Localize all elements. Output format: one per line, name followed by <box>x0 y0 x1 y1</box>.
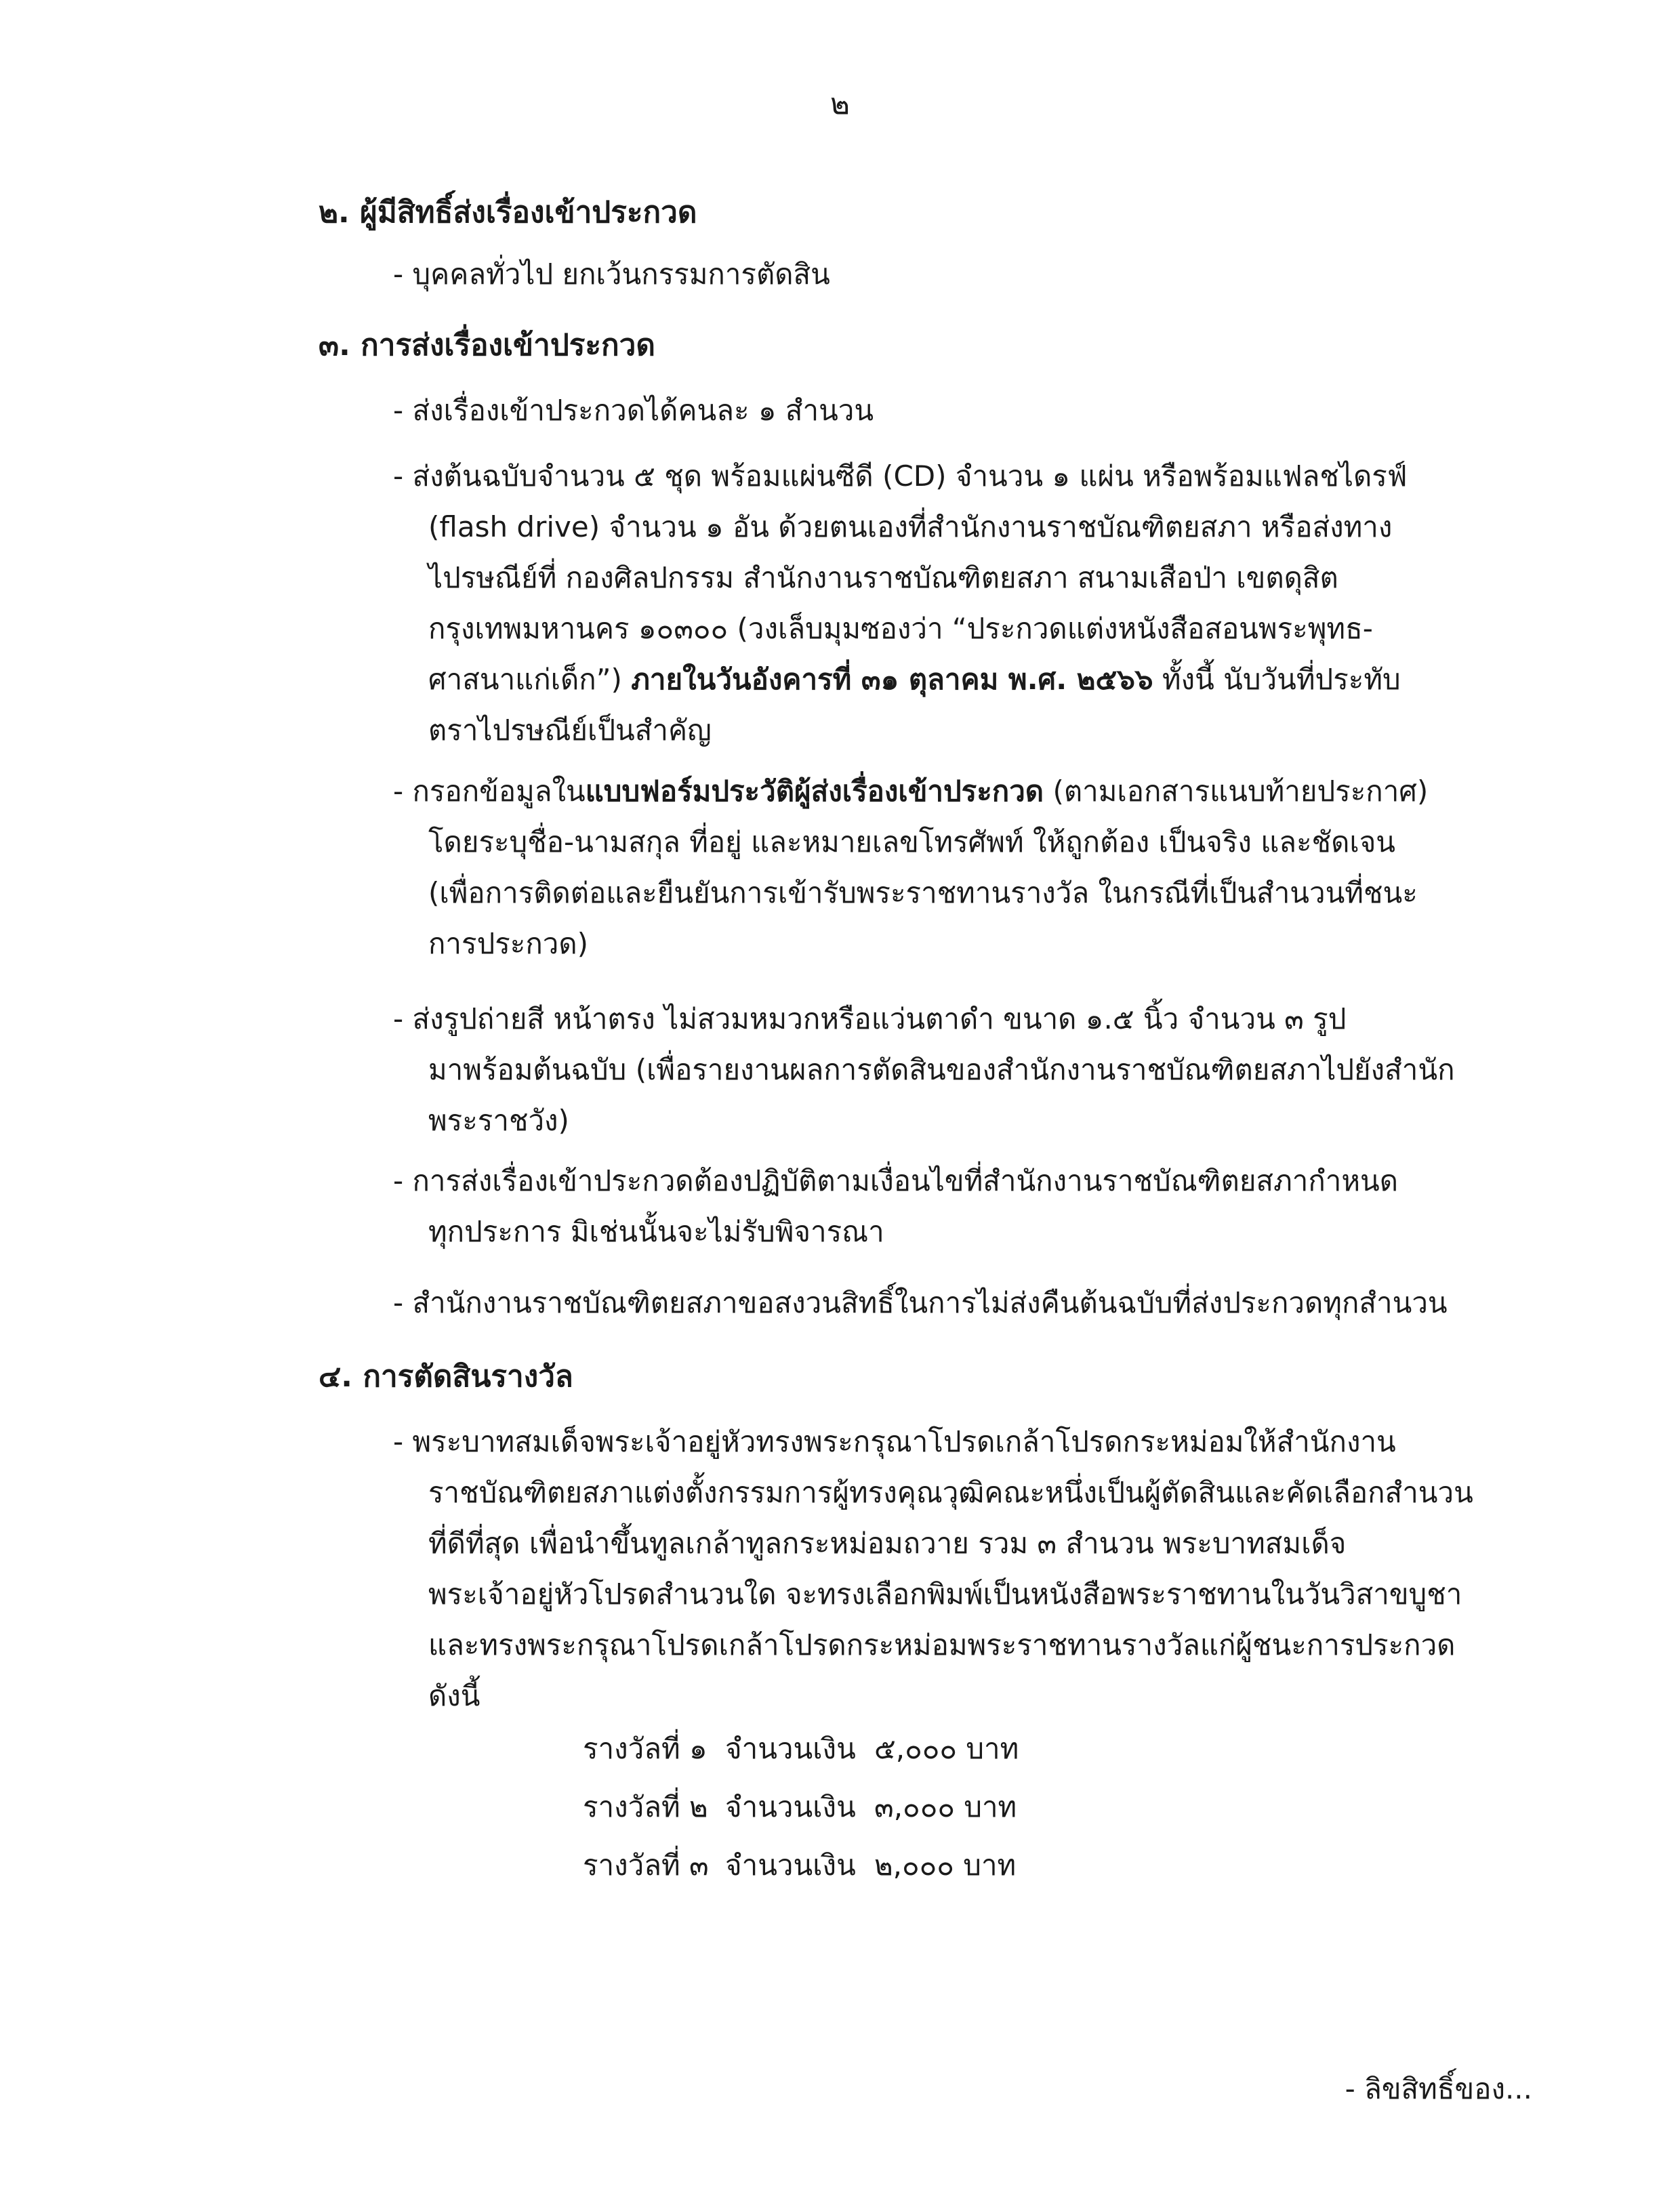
text-line: และทรงพระกรุณาโปรดเกล้าโปรดกระหม่อมพระราชทานรางวัลแก่ผู้ชนะการประกวด <box>428 1628 1456 1661</box>
section-4-paragraph <box>393 1416 1473 1721</box>
amount-label: จำนวนเงิน <box>725 1790 856 1823</box>
amount-label: จำนวนเงิน <box>725 1732 856 1765</box>
text-line: การประกวด) <box>428 927 589 960</box>
prize-label: รางวัลที่ ๒ <box>583 1790 708 1823</box>
section-3-item-2 <box>393 451 1450 756</box>
section-3-item-1: - ส่งเรื่องเข้าประกวดได้คนละ ๑ สำนวน <box>393 394 874 427</box>
prize-amount: ๒,๐๐๐ บาท <box>874 1849 1017 1882</box>
prize-row <box>583 1727 1019 1771</box>
prize-row <box>583 1785 1017 1830</box>
text-line: - พระบาทสมเด็จพระเจ้าอยู่หัวทรงพระกรุณาโปรดเกล้าโปรดกระหม่อมให้สำนักงาน <box>393 1425 1396 1458</box>
prize-label: รางวัลที่ ๑ <box>583 1732 708 1765</box>
text-line: (เพื่อการติดต่อและยืนยันการเข้ารับพระราชทานรางวัล ในกรณีที่เป็นสำนวนที่ชนะ <box>428 876 1418 909</box>
text-line: พระเจ้าอยู่หัวโปรดสำนวนใด จะทรงเลือกพิมพ์เป็นหนังสือพระราชทานในวันวิสาขบูชา <box>428 1577 1462 1611</box>
prize-row <box>583 1843 1016 1888</box>
text-line: พระราชวัง) <box>428 1104 569 1137</box>
text-line <box>393 766 1450 817</box>
text-line: กรุงเทพมหานคร ๑๐๓๐๐ (วงเล็บมุมซองว่า “ประกวดแต่งหนังสือสอนพระพุทธ- <box>428 612 1373 645</box>
text: - กรอกข้อมูลใน <box>393 775 586 808</box>
text-line: - ส่งต้นฉบับจำนวน ๕ ชุด พร้อมแผ่นซีดี (CD) จำนวน ๑ แผ่น หรือพร้อมแฟลชไดรฟ์ <box>393 459 1408 493</box>
text-line: ตราไปรษณีย์เป็นสำคัญ <box>428 714 712 747</box>
text: ทั้งนี้ นับวันที่ประทับ <box>1153 663 1401 696</box>
text-line: (flash drive) จำนวน ๑ อัน ด้วยตนเองที่สำนักงานราชบัณฑิตยสภา หรือส่งทาง <box>428 510 1393 543</box>
prize-label: รางวัลที่ ๓ <box>583 1849 709 1882</box>
section-2-heading: ๒. ผู้มีสิทธิ์ส่งเรื่องเข้าประกวด <box>319 195 697 230</box>
prize-amount: ๓,๐๐๐ บาท <box>874 1790 1017 1823</box>
text-line: ที่ดีที่สุด เพื่อนำขึ้นทูลเกล้าทูลกระหม่อมถวาย รวม ๓ สำนวน พระบาทสมเด็จ <box>428 1527 1347 1560</box>
text-line: โดยระบุชื่อ-นามสกุล ที่อยู่ และหมายเลขโทรศัพท์ ให้ถูกต้อง เป็นจริง และชัดเจน <box>428 825 1396 859</box>
text-line: ไปรษณีย์ที่ กองศิลปกรรม สำนักงานราชบัณฑิตยสภา สนามเสือป่า เขตดุสิต <box>428 561 1338 594</box>
text-line: - การส่งเรื่องเข้าประกวดต้องปฏิบัติตามเงื่อนไขที่สำนักงานราชบัณฑิตยสภากำหนด <box>393 1164 1399 1197</box>
text-line <box>393 654 1450 705</box>
amount-label: จำนวนเงิน <box>725 1849 856 1882</box>
text-line: ทุกประการ มิเช่นนั้นจะไม่รับพิจารณา <box>428 1215 884 1248</box>
text-line: ราชบัณฑิตยสภาแต่งตั้งกรรมการผู้ทรงคุณวุฒิคณะหนึ่งเป็นผู้ตัดสินและคัดเลือกสำนวน <box>428 1476 1473 1509</box>
section-2-item: - บุคคลทั่วไป ยกเว้นกรรมการตัดสิน <box>393 257 830 291</box>
deadline-text: ภายในวันอังคารที่ ๓๑ ตุลาคม พ.ศ. ๒๕๖๖ <box>631 663 1153 696</box>
section-3-heading: ๓. การส่งเรื่องเข้าประกวด <box>319 328 655 363</box>
section-3-item-4 <box>393 993 1455 1146</box>
continuation-footer: - ลิขสิทธิ์ของ... <box>1345 2072 1532 2105</box>
text: ศาสนาแก่เด็ก”) <box>428 663 632 696</box>
page-number: ๒ <box>829 87 850 121</box>
text: (ตามเอกสารแนบท้ายประกาศ) <box>1044 775 1429 808</box>
section-3-item-3 <box>393 766 1450 969</box>
section-4-heading: ๔. การตัดสินรางวัล <box>319 1359 573 1394</box>
text-line: ดังนี้ <box>428 1679 480 1712</box>
prize-amount: ๕,๐๐๐ บาท <box>874 1732 1019 1765</box>
section-3-item-5 <box>393 1155 1450 1257</box>
text-line: มาพร้อมต้นฉบับ (เพื่อรายงานผลการตัดสินของสำนักงานราชบัณฑิตยสภาไปยังสำนัก <box>428 1053 1455 1086</box>
form-name: แบบฟอร์มประวัติผู้ส่งเรื่องเข้าประกวด <box>585 775 1044 808</box>
text-line: - ส่งรูปถ่ายสี หน้าตรง ไม่สวมหมวกหรือแว่นตาดำ ขนาด ๑.๕ นิ้ว จำนวน ๓ รูป <box>393 1002 1347 1035</box>
section-3-item-6: - สำนักงานราชบัณฑิตยสภาขอสงวนสิทธิ์ในการไม่ส่งคืนต้นฉบับที่ส่งประกวดทุกสำนวน <box>393 1286 1448 1319</box>
